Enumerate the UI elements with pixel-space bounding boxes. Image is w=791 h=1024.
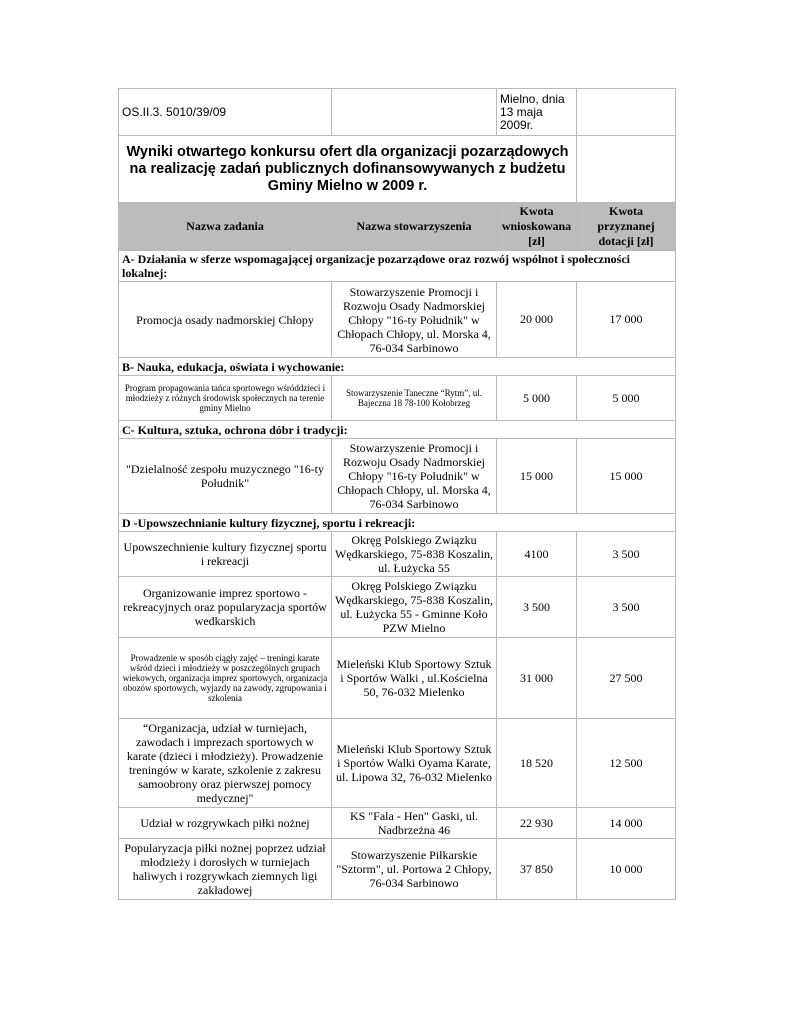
- reference-number: OS.II.3. 5010/39/09: [119, 89, 332, 136]
- table-row: [119, 577, 676, 638]
- task-name: Prowadzenie w sposób ciągły zajęć – treningi karate wśród dzieci i młodzieży w poszczególnych grupach wiekowych, organizacja imprez sportowych, organizacja obozów sportowych, wyjazdy na zawody, zgrupowania i szkolenia: [119, 638, 332, 719]
- empty-cell: [332, 89, 497, 136]
- granted-amount: 27 500: [577, 638, 676, 719]
- empty-cell: [577, 89, 676, 136]
- requested-amount: 20 000: [497, 282, 577, 358]
- requested-amount: 22 930: [497, 808, 577, 839]
- section-title: B- Nauka, edukacja, oświata i wychowanie:: [119, 358, 676, 376]
- association-name: Okręg Polskiego Związku Wędkarskiego, 75-838 Koszalin, ul. Łużycka 55: [332, 532, 497, 577]
- requested-amount: 5 000: [497, 376, 577, 421]
- task-name: Organizowanie imprez sportowo - rekreacyjnych oraz popularyzacja sportów wedkarskich: [119, 577, 332, 638]
- document-title: Wyniki otwartego konkursu ofert dla organizacji pozarządowych na realizację zadań publicznych dofinansowywanych z budżetu Gminy Mielno w 2009 r.: [119, 136, 577, 203]
- granted-amount: 15 000: [577, 439, 676, 514]
- table-row: [119, 532, 676, 577]
- section-row: [119, 358, 676, 376]
- results-table: [118, 88, 676, 900]
- association-name: KS "Fala - Hen" Gaski, ul. Nadbrzeżna 46: [332, 808, 497, 839]
- granted-amount: 3 500: [577, 532, 676, 577]
- requested-amount: 4100: [497, 532, 577, 577]
- association-name: Stowarzyszenie Piłkarskie "Sztorm", ul. Portowa 2 Chłopy, 76-034 Sarbinowo: [332, 839, 497, 900]
- association-name: Mieleński Klub Sportowy Sztuk i Sportów Walki , ul.Kościelna 50, 76-032 Mielenko: [332, 638, 497, 719]
- table-row: [119, 839, 676, 900]
- requested-amount: 18 520: [497, 719, 577, 808]
- empty-cell: [577, 136, 676, 203]
- task-name: Udział w rozgrywkach piłki nożnej: [119, 808, 332, 839]
- association-name: Stowarzyszenie Taneczne “Rytm”, ul. Bajeczna 18 78-100 Kołobrzeg: [332, 376, 497, 421]
- header-association: Nazwa stowarzyszenia: [332, 203, 497, 251]
- requested-amount: 15 000: [497, 439, 577, 514]
- association-name: Stowarzyszenie Promocji i Rozwoju Osady Nadmorskiej Chłopy "16-ty Południk" w Chłopach Chłopy, ul. Morska 4, 76-034 Sarbinowo: [332, 282, 497, 358]
- section-title: A- Działania w sferze wspomagającej organizacje pozarządowe oraz rozwój wspólnot i społeczności lokalnej:: [119, 251, 676, 282]
- date-line: Mielno, dnia: [500, 91, 565, 106]
- header-task: Nazwa zadania: [119, 203, 332, 251]
- table-row: [119, 376, 676, 421]
- task-name: Program propagowania tańca sportowego wśróddzieci i młodzieży z różnych środowisk społecznych na terenie gminy Mielno: [119, 376, 332, 421]
- granted-amount: 14 000: [577, 808, 676, 839]
- association-name: Stowarzyszenie Promocji i Rozwoju Osady Nadmorskiej Chłopy "16-ty Południk" w Chłopach Chłopy, ul. Morska 4, 76-034 Sarbinowo: [332, 439, 497, 514]
- association-name: Mieleński Klub Sportowy Sztuk i Sportów Walki Oyama Karate, ul. Lipowa 32, 76-032 Mielenko: [332, 719, 497, 808]
- date-cell: [497, 89, 577, 136]
- table-row: [119, 638, 676, 719]
- requested-amount: 31 000: [497, 638, 577, 719]
- title-row: [119, 136, 676, 203]
- header-requested: Kwota wnioskowana [zł]: [497, 203, 577, 251]
- requested-amount: 37 850: [497, 839, 577, 900]
- section-title: C- Kultura, sztuka, ochrona dóbr i tradycji:: [119, 421, 676, 439]
- section-row: [119, 421, 676, 439]
- task-name: Popularyzacja piłki nożnej poprzez udział młodzieży i dorosłych w turniejach haliwych i rozgrywkach ziemnych ligi zakładowej: [119, 839, 332, 900]
- reference-row: [119, 89, 676, 136]
- table-row: [119, 439, 676, 514]
- header-granted: Kwota przyznanej dotacji [zł]: [577, 203, 676, 251]
- requested-amount: 3 500: [497, 577, 577, 638]
- association-name: Okręg Polskiego Związku Wędkarskiego, 75-838 Koszalin, ul. Łużycka 55 - Gminne Koło PZW Mielno: [332, 577, 497, 638]
- section-row: [119, 251, 676, 282]
- granted-amount: 5 000: [577, 376, 676, 421]
- column-header-row: [119, 203, 676, 251]
- granted-amount: 12 500: [577, 719, 676, 808]
- task-name: "Dzielalność zespołu muzycznego "16-ty Południk": [119, 439, 332, 514]
- date-line: 13 maja: [500, 104, 543, 119]
- task-name: Upowszechnienie kultury fizycznej sportu i rekreacji: [119, 532, 332, 577]
- granted-amount: 17 000: [577, 282, 676, 358]
- section-row: [119, 514, 676, 532]
- date-line: 2009r.: [500, 117, 534, 132]
- task-name: “Organizacja, udział w turniejach, zawodach i imprezach sportowych w karate (dzieci i młodzieży). Prowadzenie treningów w karate, szkolenie z zakresu samoobrony oraz pierwszej pomocy medycznej": [119, 719, 332, 808]
- section-title: D -Upowszechnianie kultury fizycznej, sportu i rekreacji:: [119, 514, 676, 532]
- granted-amount: 3 500: [577, 577, 676, 638]
- granted-amount: 10 000: [577, 839, 676, 900]
- table-row: [119, 282, 676, 358]
- table-row: [119, 719, 676, 808]
- task-name: Promocja osady nadmorskiej Chłopy: [119, 282, 332, 358]
- table-row: [119, 808, 676, 839]
